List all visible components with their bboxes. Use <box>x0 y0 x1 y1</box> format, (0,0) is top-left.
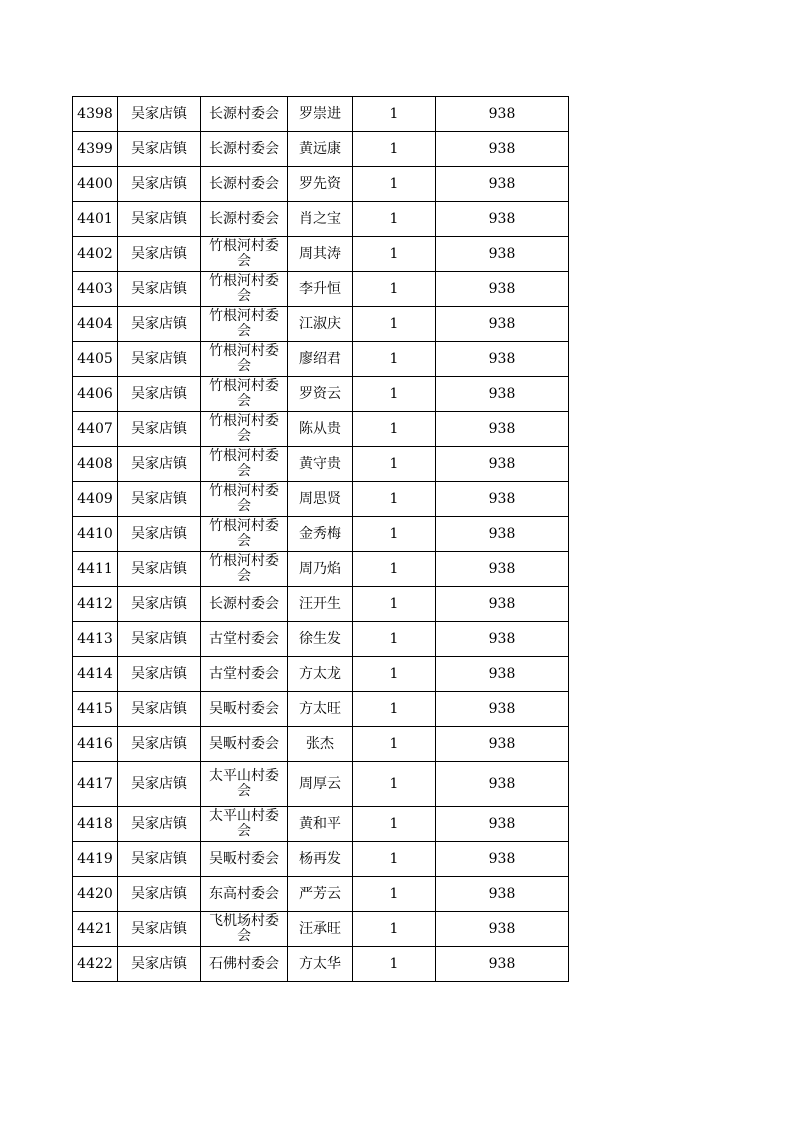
table-row <box>73 727 569 762</box>
amount-cell: 938 <box>436 877 569 912</box>
table-row <box>73 947 569 982</box>
name-cell: 杨再发 <box>288 842 353 877</box>
village-cell <box>201 622 288 657</box>
village-label: 竹根河村委会 <box>209 448 279 479</box>
count-cell: 1 <box>353 587 436 622</box>
count-cell: 1 <box>353 877 436 912</box>
village-cell <box>201 762 288 807</box>
amount-cell: 938 <box>436 657 569 692</box>
name-cell: 肖之宝 <box>288 202 353 237</box>
village-label: 长源村委会 <box>209 176 279 192</box>
amount-cell: 938 <box>436 552 569 587</box>
amount-cell: 938 <box>436 132 569 167</box>
row-number-cell: 4414 <box>73 657 118 692</box>
count-cell: 1 <box>353 727 436 762</box>
village-label: 竹根河村委会 <box>209 308 279 339</box>
village-label: 竹根河村委会 <box>209 483 279 514</box>
table-row <box>73 482 569 517</box>
amount-cell: 938 <box>436 622 569 657</box>
village-label: 长源村委会 <box>209 141 279 157</box>
count-cell: 1 <box>353 517 436 552</box>
town-cell: 吴家店镇 <box>118 552 201 587</box>
town-cell: 吴家店镇 <box>118 947 201 982</box>
village-label: 东高村委会 <box>209 886 279 902</box>
town-cell: 吴家店镇 <box>118 447 201 482</box>
village-label: 吴畈村委会 <box>209 736 279 752</box>
count-cell: 1 <box>353 482 436 517</box>
table-row <box>73 272 569 307</box>
village-cell <box>201 947 288 982</box>
amount-cell: 938 <box>436 342 569 377</box>
town-cell: 吴家店镇 <box>118 762 201 807</box>
village-cell <box>201 587 288 622</box>
table-row <box>73 622 569 657</box>
village-cell <box>201 877 288 912</box>
table-row <box>73 912 569 947</box>
table-row <box>73 377 569 412</box>
town-cell: 吴家店镇 <box>118 307 201 342</box>
row-number-cell: 4411 <box>73 552 118 587</box>
count-cell: 1 <box>353 237 436 272</box>
table-row <box>73 447 569 482</box>
table-row <box>73 842 569 877</box>
village-cell <box>201 692 288 727</box>
table-row <box>73 692 569 727</box>
village-label: 竹根河村委会 <box>209 273 279 304</box>
count-cell: 1 <box>353 412 436 447</box>
count-cell: 1 <box>353 167 436 202</box>
village-label: 长源村委会 <box>209 106 279 122</box>
table-row <box>73 412 569 447</box>
name-cell: 周厚云 <box>288 762 353 807</box>
name-cell: 陈从贵 <box>288 412 353 447</box>
name-cell: 金秀梅 <box>288 517 353 552</box>
name-cell: 方太龙 <box>288 657 353 692</box>
row-number-cell: 4403 <box>73 272 118 307</box>
village-cell <box>201 447 288 482</box>
village-label: 长源村委会 <box>209 211 279 227</box>
row-number-cell: 4401 <box>73 202 118 237</box>
table-row <box>73 342 569 377</box>
amount-cell: 938 <box>436 912 569 947</box>
row-number-cell: 4402 <box>73 237 118 272</box>
town-cell: 吴家店镇 <box>118 412 201 447</box>
village-cell <box>201 202 288 237</box>
village-cell <box>201 132 288 167</box>
count-cell: 1 <box>353 842 436 877</box>
table-body <box>73 97 569 982</box>
row-number-cell: 4404 <box>73 307 118 342</box>
row-number-cell: 4413 <box>73 622 118 657</box>
village-cell <box>201 167 288 202</box>
town-cell: 吴家店镇 <box>118 202 201 237</box>
village-cell <box>201 97 288 132</box>
amount-cell: 938 <box>436 517 569 552</box>
name-cell: 罗崇进 <box>288 97 353 132</box>
name-cell: 周其涛 <box>288 237 353 272</box>
row-number-cell: 4417 <box>73 762 118 807</box>
village-cell <box>201 552 288 587</box>
table-row <box>73 237 569 272</box>
amount-cell: 938 <box>436 272 569 307</box>
village-cell <box>201 377 288 412</box>
name-cell: 黄远康 <box>288 132 353 167</box>
count-cell: 1 <box>353 657 436 692</box>
count-cell: 1 <box>353 132 436 167</box>
amount-cell: 938 <box>436 447 569 482</box>
row-number-cell: 4415 <box>73 692 118 727</box>
town-cell: 吴家店镇 <box>118 167 201 202</box>
town-cell: 吴家店镇 <box>118 97 201 132</box>
table-row <box>73 552 569 587</box>
town-cell: 吴家店镇 <box>118 657 201 692</box>
name-cell: 张杰 <box>288 727 353 762</box>
row-number-cell: 4408 <box>73 447 118 482</box>
village-label: 竹根河村委会 <box>209 518 279 549</box>
amount-cell: 938 <box>436 307 569 342</box>
village-label: 竹根河村委会 <box>209 553 279 584</box>
amount-cell: 938 <box>436 587 569 622</box>
amount-cell: 938 <box>436 97 569 132</box>
name-cell: 罗资云 <box>288 377 353 412</box>
count-cell: 1 <box>353 692 436 727</box>
amount-cell: 938 <box>436 727 569 762</box>
village-label: 长源村委会 <box>209 596 279 612</box>
row-number-cell: 4409 <box>73 482 118 517</box>
village-label: 竹根河村委会 <box>209 378 279 409</box>
amount-cell: 938 <box>436 762 569 807</box>
count-cell: 1 <box>353 377 436 412</box>
village-label: 吴畈村委会 <box>209 851 279 867</box>
name-cell: 严芳云 <box>288 877 353 912</box>
count-cell: 1 <box>353 807 436 842</box>
name-cell: 周思贤 <box>288 482 353 517</box>
town-cell: 吴家店镇 <box>118 622 201 657</box>
table-row <box>73 762 569 807</box>
village-label: 竹根河村委会 <box>209 238 279 269</box>
amount-cell: 938 <box>436 167 569 202</box>
name-cell: 徐生发 <box>288 622 353 657</box>
town-cell: 吴家店镇 <box>118 342 201 377</box>
row-number-cell: 4419 <box>73 842 118 877</box>
name-cell: 方太华 <box>288 947 353 982</box>
town-cell: 吴家店镇 <box>118 132 201 167</box>
town-cell: 吴家店镇 <box>118 587 201 622</box>
name-cell: 黄和平 <box>288 807 353 842</box>
town-cell: 吴家店镇 <box>118 807 201 842</box>
table-row <box>73 517 569 552</box>
count-cell: 1 <box>353 912 436 947</box>
table-row <box>73 807 569 842</box>
town-cell: 吴家店镇 <box>118 877 201 912</box>
village-cell <box>201 482 288 517</box>
row-number-cell: 4422 <box>73 947 118 982</box>
amount-cell: 938 <box>436 482 569 517</box>
count-cell: 1 <box>353 97 436 132</box>
table-row <box>73 587 569 622</box>
village-cell <box>201 657 288 692</box>
village-label: 竹根河村委会 <box>209 343 279 374</box>
village-cell <box>201 727 288 762</box>
village-label: 竹根河村委会 <box>209 413 279 444</box>
count-cell: 1 <box>353 342 436 377</box>
row-number-cell: 4400 <box>73 167 118 202</box>
village-label: 古堂村委会 <box>209 666 279 682</box>
count-cell: 1 <box>353 552 436 587</box>
amount-cell: 938 <box>436 377 569 412</box>
table-row <box>73 202 569 237</box>
village-cell <box>201 412 288 447</box>
row-number-cell: 4421 <box>73 912 118 947</box>
village-label: 飞机场村委会 <box>209 913 279 944</box>
row-number-cell: 4410 <box>73 517 118 552</box>
amount-cell: 938 <box>436 237 569 272</box>
row-number-cell: 4398 <box>73 97 118 132</box>
name-cell: 方太旺 <box>288 692 353 727</box>
name-cell: 汪开生 <box>288 587 353 622</box>
village-cell <box>201 272 288 307</box>
table-row <box>73 167 569 202</box>
name-cell: 周乃焰 <box>288 552 353 587</box>
row-number-cell: 4399 <box>73 132 118 167</box>
town-cell: 吴家店镇 <box>118 482 201 517</box>
village-cell <box>201 517 288 552</box>
village-label: 吴畈村委会 <box>209 701 279 717</box>
village-cell <box>201 807 288 842</box>
town-cell: 吴家店镇 <box>118 727 201 762</box>
town-cell: 吴家店镇 <box>118 377 201 412</box>
name-cell: 廖绍君 <box>288 342 353 377</box>
table-row <box>73 307 569 342</box>
town-cell: 吴家店镇 <box>118 272 201 307</box>
count-cell: 1 <box>353 447 436 482</box>
amount-cell: 938 <box>436 947 569 982</box>
amount-cell: 938 <box>436 807 569 842</box>
table-row <box>73 97 569 132</box>
name-cell: 李升恒 <box>288 272 353 307</box>
village-label: 太平山村委会 <box>209 808 279 839</box>
count-cell: 1 <box>353 272 436 307</box>
count-cell: 1 <box>353 762 436 807</box>
table-row <box>73 877 569 912</box>
table-row <box>73 132 569 167</box>
village-cell <box>201 342 288 377</box>
name-cell: 罗先资 <box>288 167 353 202</box>
table-row <box>73 657 569 692</box>
data-table <box>72 96 569 982</box>
row-number-cell: 4416 <box>73 727 118 762</box>
name-cell: 汪承旺 <box>288 912 353 947</box>
row-number-cell: 4418 <box>73 807 118 842</box>
village-cell <box>201 307 288 342</box>
row-number-cell: 4405 <box>73 342 118 377</box>
count-cell: 1 <box>353 622 436 657</box>
town-cell: 吴家店镇 <box>118 842 201 877</box>
town-cell: 吴家店镇 <box>118 912 201 947</box>
row-number-cell: 4407 <box>73 412 118 447</box>
town-cell: 吴家店镇 <box>118 692 201 727</box>
row-number-cell: 4420 <box>73 877 118 912</box>
name-cell: 江淑庆 <box>288 307 353 342</box>
count-cell: 1 <box>353 947 436 982</box>
village-label: 石佛村委会 <box>209 956 279 972</box>
town-cell: 吴家店镇 <box>118 237 201 272</box>
count-cell: 1 <box>353 307 436 342</box>
row-number-cell: 4412 <box>73 587 118 622</box>
town-cell: 吴家店镇 <box>118 517 201 552</box>
row-number-cell: 4406 <box>73 377 118 412</box>
name-cell: 黄守贵 <box>288 447 353 482</box>
amount-cell: 938 <box>436 202 569 237</box>
village-cell <box>201 237 288 272</box>
village-cell <box>201 912 288 947</box>
amount-cell: 938 <box>436 692 569 727</box>
amount-cell: 938 <box>436 842 569 877</box>
village-label: 太平山村委会 <box>209 768 279 799</box>
count-cell: 1 <box>353 202 436 237</box>
village-label: 古堂村委会 <box>209 631 279 647</box>
village-cell <box>201 842 288 877</box>
amount-cell: 938 <box>436 412 569 447</box>
